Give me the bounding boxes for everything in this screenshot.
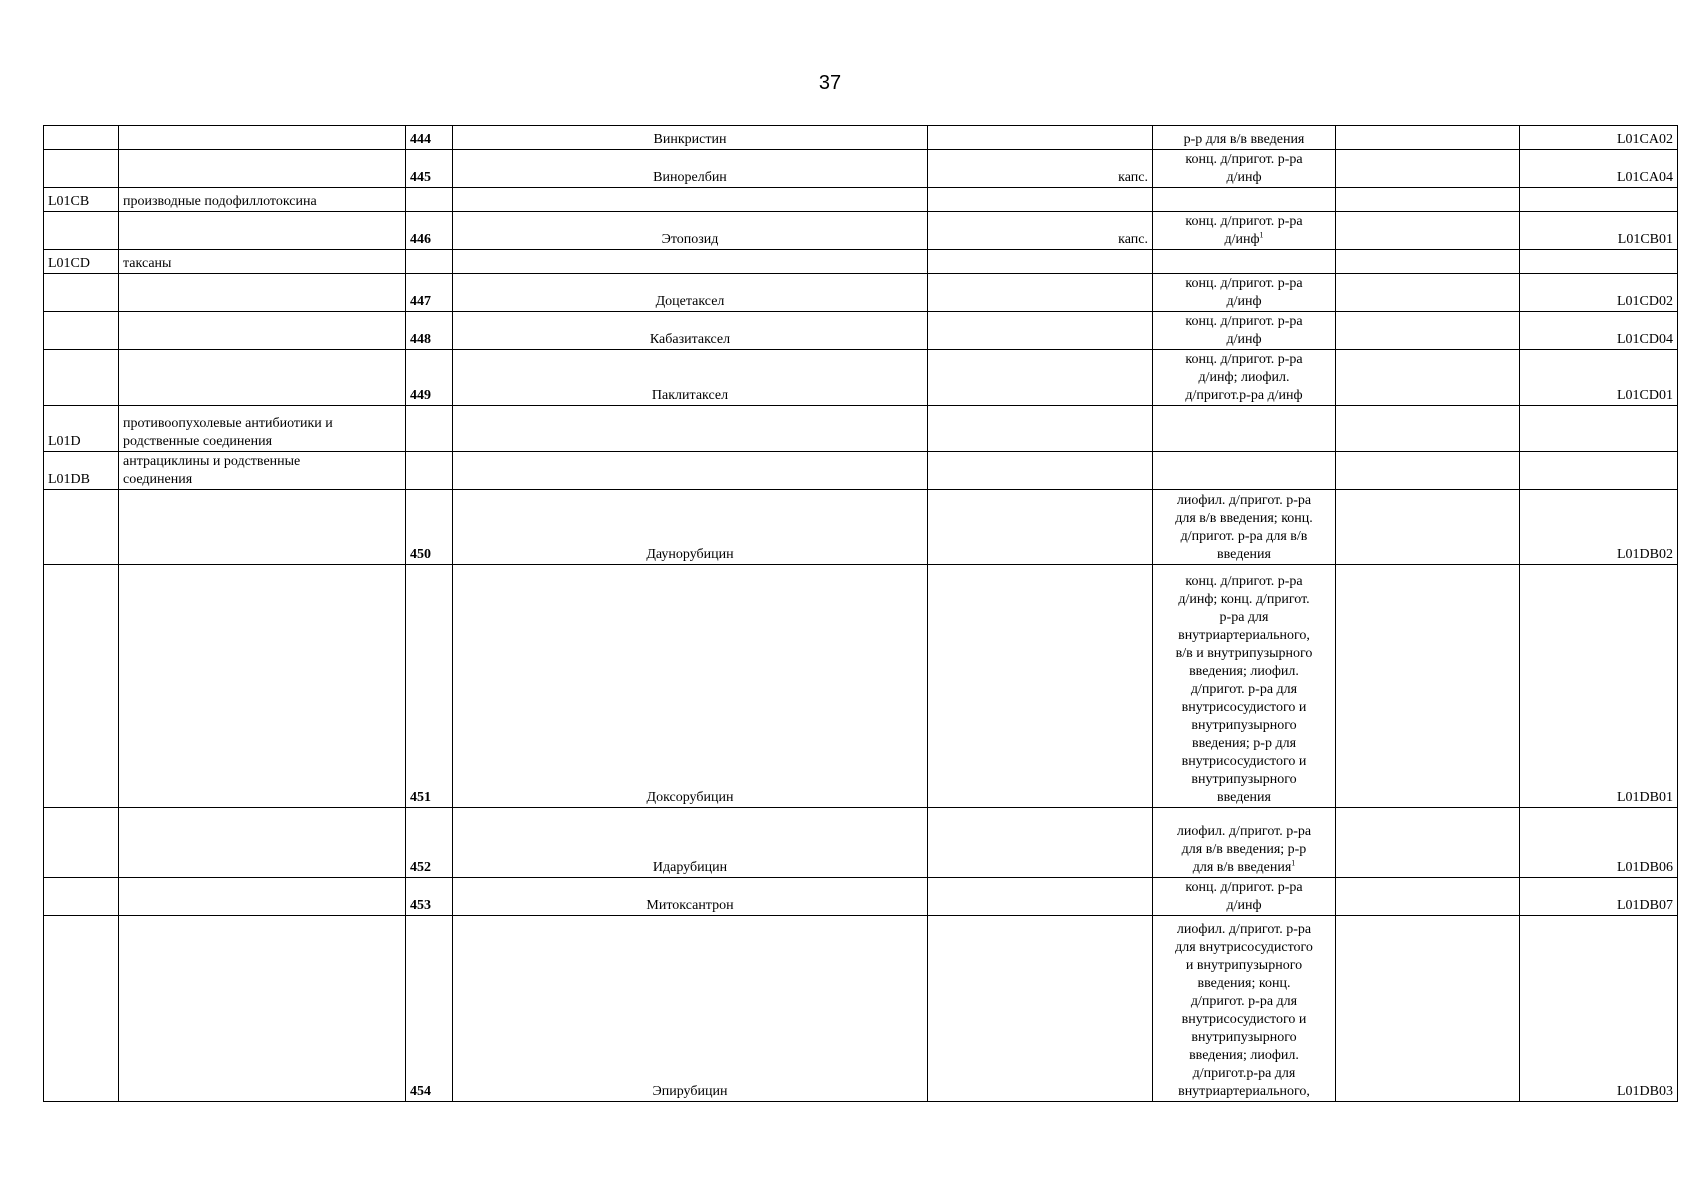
atc-code <box>1520 878 1678 916</box>
dosage-form-injection <box>1153 188 1336 212</box>
dosage-form-injection-text: р-р для в/в введения <box>1183 132 1305 147</box>
atc-group-code <box>44 565 119 808</box>
atc-code <box>1520 565 1678 808</box>
footnote-marker: 1 <box>1291 858 1296 868</box>
item-number-text: 446 <box>410 232 431 247</box>
dosage-form-injection <box>1153 565 1336 808</box>
atc-code-text: L01CB01 <box>1617 232 1673 247</box>
extra-cell <box>1336 452 1520 490</box>
extra-cell <box>1336 490 1520 565</box>
item-number <box>406 565 453 808</box>
atc-code-text: L01DB07 <box>1617 898 1673 913</box>
dosage-form-injection <box>1153 274 1336 312</box>
dosage-form-oral <box>928 565 1153 808</box>
atc-group-code <box>44 916 119 1102</box>
dosage-form-oral <box>928 808 1153 878</box>
atc-code <box>1520 490 1678 565</box>
atc-group-name <box>119 350 406 406</box>
extra-cell <box>1336 212 1520 250</box>
item-number <box>406 250 453 274</box>
dosage-form-injection <box>1153 808 1336 878</box>
table-row <box>44 188 1678 212</box>
atc-group-code <box>44 250 119 274</box>
page-number: 37 <box>818 72 842 94</box>
dosage-form-injection-text: лиофил. д/пригот. р-ра для внутрисосудистого и внутрипузырного введения; конц. д/пригот. р-ра для внутрисосудистого и внутрипузырного введения; лиофил. д/пригот.р-ра для внутриартериального, <box>1175 922 1313 1099</box>
extra-cell <box>1336 274 1520 312</box>
item-number <box>406 274 453 312</box>
drug-name-text: Даунорубицин <box>646 547 734 562</box>
atc-group-name <box>119 406 406 452</box>
drug-name <box>453 212 928 250</box>
atc-group-name-text: таксаны <box>123 256 172 271</box>
extra-cell <box>1336 126 1520 150</box>
atc-group-code <box>44 150 119 188</box>
dosage-form-oral <box>928 350 1153 406</box>
atc-group-name <box>119 916 406 1102</box>
dosage-form-oral <box>928 878 1153 916</box>
item-number <box>406 490 453 565</box>
dosage-form-oral <box>928 490 1153 565</box>
atc-group-code-text: L01CD <box>48 256 90 271</box>
drug-name <box>453 808 928 878</box>
drug-name <box>453 126 928 150</box>
atc-group-name-text: противоопухолевые антибиотики и родственные соединения <box>123 416 333 449</box>
dosage-form-injection <box>1153 212 1336 250</box>
dosage-form-injection-text: конц. д/пригот. р-ра д/инф <box>1185 314 1303 347</box>
atc-code-text: L01DB03 <box>1617 1084 1673 1099</box>
drug-name <box>453 350 928 406</box>
extra-cell <box>1336 916 1520 1102</box>
atc-group-code <box>44 452 119 490</box>
footnote-marker: 1 <box>1259 230 1264 240</box>
dosage-form-injection <box>1153 312 1336 350</box>
drug-name <box>453 250 928 274</box>
atc-group-name <box>119 452 406 490</box>
dosage-form-oral <box>928 452 1153 490</box>
drug-name-text: Этопозид <box>661 232 719 247</box>
table-row <box>44 312 1678 350</box>
atc-code-text: L01CD02 <box>1617 294 1673 309</box>
table-row <box>44 250 1678 274</box>
table-row <box>44 916 1678 1102</box>
drug-name <box>453 312 928 350</box>
atc-group-code <box>44 212 119 250</box>
table-row <box>44 565 1678 808</box>
atc-group-name <box>119 490 406 565</box>
table-row <box>44 126 1678 150</box>
atc-group-name <box>119 212 406 250</box>
drug-name-text: Доксорубицин <box>646 790 734 805</box>
atc-code <box>1520 150 1678 188</box>
drug-table <box>43 125 1678 1102</box>
table-row <box>44 350 1678 406</box>
extra-cell <box>1336 406 1520 452</box>
atc-group-code <box>44 274 119 312</box>
atc-code-text: L01CD04 <box>1617 332 1673 347</box>
table-body <box>44 126 1678 1102</box>
atc-group-name <box>119 150 406 188</box>
atc-group-name-text: антрациклины и родственные соединения <box>123 454 301 487</box>
atc-group-code <box>44 126 119 150</box>
dosage-form-oral <box>928 274 1153 312</box>
dosage-form-oral <box>928 150 1153 188</box>
atc-group-name-text: производные подофиллотоксина <box>123 194 317 209</box>
atc-group-code-text: L01D <box>48 434 81 449</box>
item-number <box>406 188 453 212</box>
atc-code <box>1520 452 1678 490</box>
extra-cell <box>1336 188 1520 212</box>
dosage-form-injection-text: лиофил. д/пригот. р-ра для в/в введения; р-р для в/в введения <box>1176 824 1312 875</box>
atc-code <box>1520 126 1678 150</box>
dosage-form-injection-text: конц. д/пригот. р-ра д/инф <box>1185 276 1303 309</box>
drug-name <box>453 452 928 490</box>
atc-group-code <box>44 406 119 452</box>
atc-code-text: L01CD01 <box>1617 388 1673 403</box>
atc-group-code <box>44 188 119 212</box>
atc-group-name <box>119 126 406 150</box>
drug-name <box>453 274 928 312</box>
dosage-form-injection-text: конц. д/пригот. р-ра д/инф; лиофил. д/пригот.р-ра д/инф <box>1185 352 1303 403</box>
dosage-form-injection-text: конц. д/пригот. р-ра д/инф <box>1185 214 1303 247</box>
drug-name-text: Кабазитаксел <box>649 332 731 347</box>
item-number-text: 447 <box>410 294 431 309</box>
table-row <box>44 212 1678 250</box>
atc-code <box>1520 312 1678 350</box>
atc-code <box>1520 188 1678 212</box>
atc-group-code <box>44 808 119 878</box>
drug-name-text: Паклитаксел <box>651 388 729 403</box>
atc-group-code-text: L01DB <box>48 472 90 487</box>
drug-name-text: Винорелбин <box>653 170 727 185</box>
atc-group-code <box>44 312 119 350</box>
table-row <box>44 406 1678 452</box>
extra-cell <box>1336 808 1520 878</box>
dosage-form-injection <box>1153 350 1336 406</box>
extra-cell <box>1336 878 1520 916</box>
atc-group-name <box>119 250 406 274</box>
table-row <box>44 452 1678 490</box>
atc-group-name <box>119 312 406 350</box>
dosage-form-injection-text: конц. д/пригот. р-ра д/инф; конц. д/пригот. р-ра для внутриартериального, в/в и внутрипузырного введения; лиофил. д/пригот. р-ра для внутрисосудистого и внутрипузырного введения; р-р для внутрисосудистого и внутрипузырного введения <box>1175 574 1313 805</box>
dosage-form-injection <box>1153 452 1336 490</box>
dosage-form-injection-text: конц. д/пригот. р-ра д/инф <box>1185 880 1303 913</box>
atc-group-code <box>44 878 119 916</box>
item-number-text: 453 <box>410 898 431 913</box>
item-number-text: 451 <box>410 790 431 805</box>
atc-group-code-text: L01CB <box>48 194 90 209</box>
drug-name <box>453 565 928 808</box>
item-number-text: 454 <box>410 1084 431 1099</box>
item-number <box>406 312 453 350</box>
extra-cell <box>1336 565 1520 808</box>
drug-name <box>453 916 928 1102</box>
drug-name <box>453 490 928 565</box>
dosage-form-oral-text: капс. <box>1118 232 1148 247</box>
table-row <box>44 490 1678 565</box>
item-number <box>406 808 453 878</box>
atc-code-text: L01DB06 <box>1617 860 1673 875</box>
dosage-form-injection <box>1153 126 1336 150</box>
dosage-form-oral <box>928 126 1153 150</box>
atc-code <box>1520 808 1678 878</box>
drug-name <box>453 406 928 452</box>
atc-code <box>1520 916 1678 1102</box>
extra-cell <box>1336 312 1520 350</box>
atc-group-code <box>44 350 119 406</box>
atc-code <box>1520 350 1678 406</box>
item-number <box>406 916 453 1102</box>
item-number <box>406 452 453 490</box>
atc-group-name <box>119 188 406 212</box>
atc-code-text: L01DB02 <box>1617 547 1673 562</box>
dosage-form-injection <box>1153 250 1336 274</box>
item-number <box>406 406 453 452</box>
table-row <box>44 274 1678 312</box>
drug-name <box>453 878 928 916</box>
dosage-form-injection <box>1153 878 1336 916</box>
atc-code-text: L01CA04 <box>1617 170 1673 185</box>
atc-code <box>1520 274 1678 312</box>
atc-code <box>1520 212 1678 250</box>
atc-group-name <box>119 808 406 878</box>
extra-cell <box>1336 150 1520 188</box>
atc-group-name <box>119 274 406 312</box>
atc-group-code <box>44 490 119 565</box>
atc-code-text: L01DB01 <box>1617 790 1673 805</box>
dosage-form-oral <box>928 188 1153 212</box>
item-number <box>406 350 453 406</box>
table-row <box>44 808 1678 878</box>
dosage-form-oral <box>928 312 1153 350</box>
drug-name-text: Митоксантрон <box>646 898 734 913</box>
dosage-form-oral <box>928 916 1153 1102</box>
drug-name <box>453 150 928 188</box>
item-number-text: 449 <box>410 388 431 403</box>
item-number <box>406 878 453 916</box>
atc-code-text: L01CA02 <box>1617 132 1673 147</box>
item-number-text: 444 <box>410 132 431 147</box>
dosage-form-oral-text: капс. <box>1118 170 1148 185</box>
dosage-form-oral <box>928 212 1153 250</box>
atc-group-name <box>119 878 406 916</box>
atc-code <box>1520 250 1678 274</box>
table-row <box>44 878 1678 916</box>
dosage-form-injection <box>1153 406 1336 452</box>
atc-code <box>1520 406 1678 452</box>
dosage-form-injection <box>1153 490 1336 565</box>
item-number-text: 452 <box>410 860 431 875</box>
item-number-text: 450 <box>410 547 431 562</box>
drug-name-text: Доцетаксел <box>655 294 725 309</box>
extra-cell <box>1336 350 1520 406</box>
dosage-form-oral <box>928 406 1153 452</box>
extra-cell <box>1336 250 1520 274</box>
item-number-text: 445 <box>410 170 431 185</box>
item-number <box>406 150 453 188</box>
item-number <box>406 126 453 150</box>
atc-group-name <box>119 565 406 808</box>
dosage-form-injection-text: конц. д/пригот. р-ра д/инф <box>1185 152 1303 185</box>
dosage-form-injection-text: лиофил. д/пригот. р-ра для в/в введения; конц. д/пригот. р-ра для в/в введения <box>1175 493 1313 562</box>
dosage-form-injection <box>1153 150 1336 188</box>
dosage-form-injection <box>1153 916 1336 1102</box>
drug-name-text: Эпирубицин <box>652 1084 728 1099</box>
drug-name <box>453 188 928 212</box>
dosage-form-oral <box>928 250 1153 274</box>
item-number <box>406 212 453 250</box>
item-number-text: 448 <box>410 332 431 347</box>
table-row <box>44 150 1678 188</box>
drug-name-text: Винкристин <box>653 132 727 147</box>
drug-name-text: Идарубицин <box>652 860 728 875</box>
